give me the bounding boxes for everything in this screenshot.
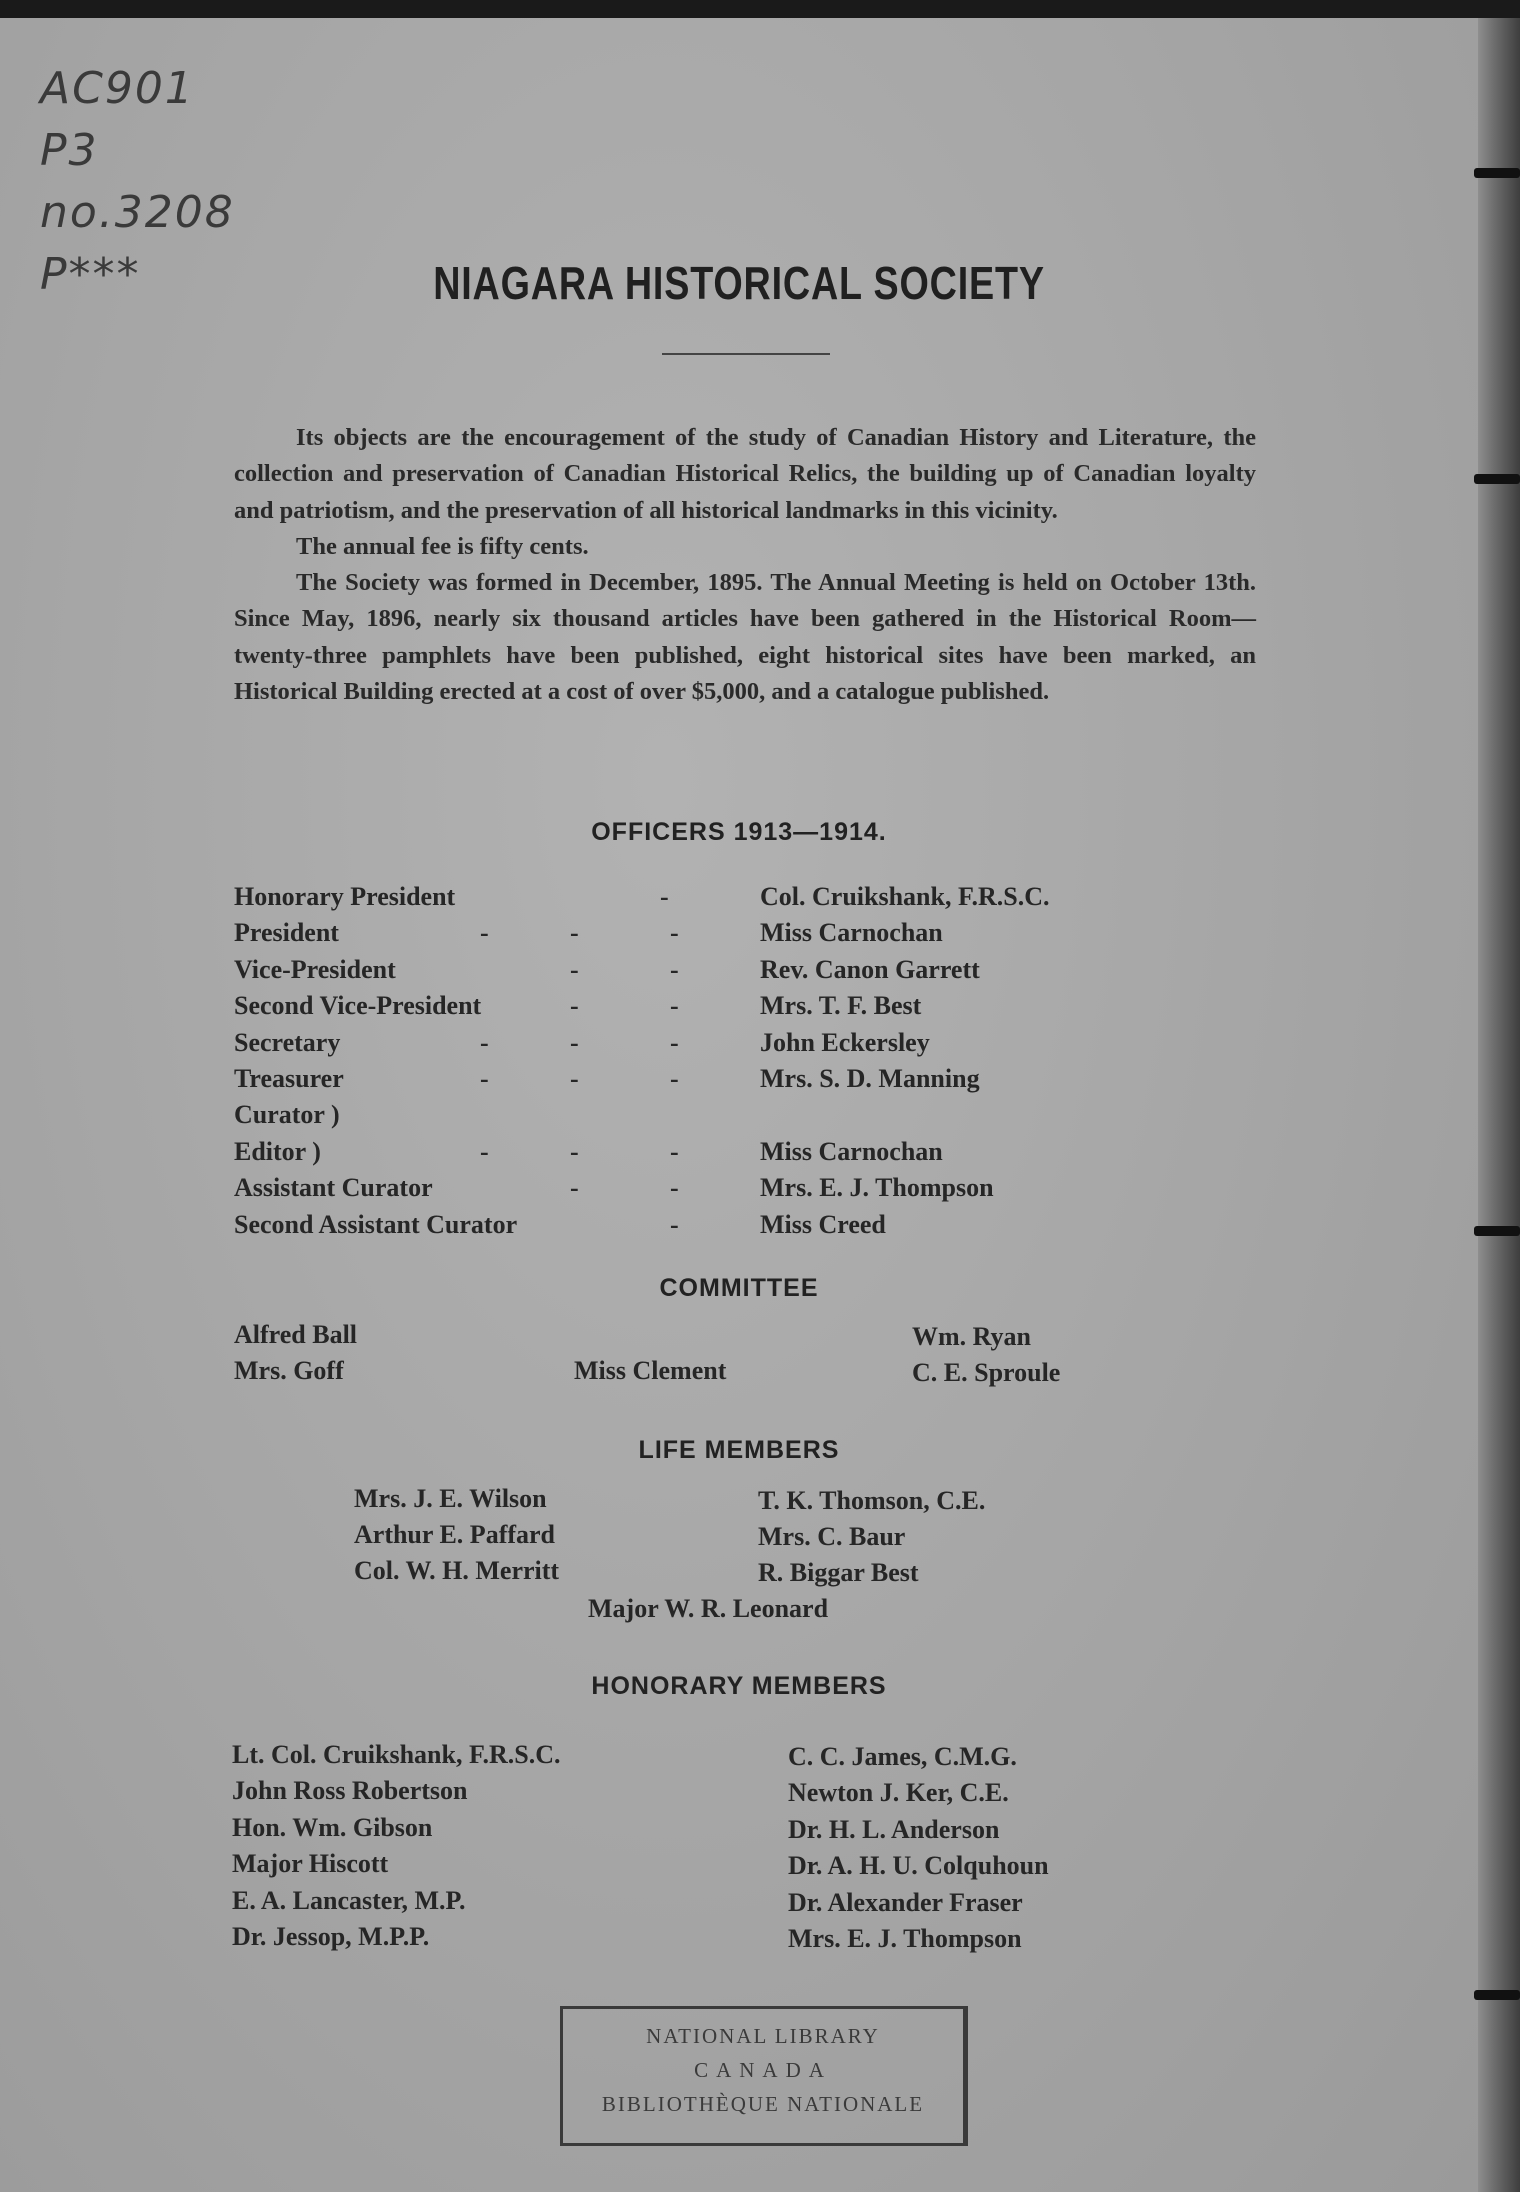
stamp-line: NATIONAL LIBRARY bbox=[646, 2024, 880, 2048]
dash-leader: - bbox=[480, 1064, 489, 1093]
intro-paragraph-history: The Society was formed in December, 1895. The Annual Meeting is held on October 13th. Since May, 1896, nearly six thousand articles have been gathered in the Historical Room—twenty-three pamphlets have been published, eight historical sites have been marked, an Historical Building erected at a cost of over $5,000, and a catalogue published. bbox=[234, 569, 1256, 706]
officer-row bbox=[234, 1137, 1284, 1173]
officer-name: Mrs. E. J. Thompson bbox=[760, 1173, 994, 1203]
honorary-member: E. A. Lancaster, M.P. bbox=[232, 1885, 466, 1915]
handwriting-line: AC901 bbox=[40, 63, 195, 114]
life-member: Arthur E. Paffard bbox=[354, 1520, 556, 1549]
life-member: Mrs. C. Baur bbox=[758, 1522, 906, 1551]
officer-role: Vice-President bbox=[234, 954, 396, 984]
dash-leader: - bbox=[670, 918, 679, 948]
dash-leader: - bbox=[570, 1136, 579, 1166]
binding-clip bbox=[1474, 1990, 1520, 2000]
officer-row bbox=[234, 1028, 1284, 1064]
honorary-member: John Ross Robertson bbox=[232, 1776, 468, 1806]
committee-member: C. E. Sproule bbox=[912, 1358, 1061, 1387]
document-page bbox=[0, 18, 1478, 2192]
handwriting-line: P3 bbox=[40, 125, 99, 176]
intro-paragraph-fee: The annual fee is fifty cents. bbox=[296, 532, 589, 560]
officer-role: Editor ) bbox=[234, 1136, 321, 1166]
officer-name: Miss Creed bbox=[760, 1209, 886, 1239]
life-members-heading: LIFE MEMBERS bbox=[638, 1436, 840, 1464]
scan-top-edge bbox=[0, 0, 1520, 18]
dash-leader: - bbox=[660, 882, 669, 911]
honorary-member: Dr. A. H. U. Colquhoun bbox=[788, 1851, 1049, 1881]
handwriting-line: P*** bbox=[40, 249, 141, 300]
honorary-member: Hon. Wm. Gibson bbox=[232, 1812, 433, 1842]
title-underline bbox=[662, 353, 830, 355]
dash-leader: - bbox=[570, 918, 579, 948]
dash-leader: - bbox=[570, 1027, 579, 1057]
handwriting-line: no.3208 bbox=[40, 187, 235, 238]
officer-row bbox=[234, 918, 1284, 954]
dash-leader: - bbox=[480, 1027, 489, 1057]
honorary-member: Newton J. Ker, C.E. bbox=[788, 1778, 1009, 1808]
dash-leader: - bbox=[670, 1173, 679, 1203]
honorary-member: Dr. H. L. Anderson bbox=[788, 1814, 1000, 1844]
officer-name: Miss Carnochan bbox=[760, 1136, 943, 1166]
committee-member: Miss Clement bbox=[574, 1356, 727, 1385]
life-member: Col. W. H. Merritt bbox=[354, 1556, 560, 1585]
officer-role: Secretary bbox=[234, 1027, 341, 1057]
committee-member: Alfred Ball bbox=[234, 1320, 358, 1349]
officer-role: President bbox=[234, 918, 339, 948]
honorary-member: C. C. James, C.M.G. bbox=[788, 1742, 1017, 1771]
dash-leader: - bbox=[570, 1173, 579, 1203]
officer-role: Second Assistant Curator bbox=[234, 1209, 518, 1239]
officer-name: Col. Cruikshank, F.R.S.C. bbox=[760, 882, 1050, 911]
officer-row bbox=[234, 882, 1284, 918]
intro-section bbox=[234, 420, 1256, 710]
officer-row bbox=[234, 1173, 1284, 1209]
dash-leader: - bbox=[670, 991, 679, 1021]
intro-paragraph-objects: Its objects are the encouragement of the study of Canadian History and Literature, the collection and preservation of Canadian Historical Relics, the building up of Canadian loyalty and patriotism, and the preservation of all historical landmarks in this vicinity. bbox=[234, 424, 1256, 524]
committee-member: Wm. Ryan bbox=[912, 1322, 1031, 1351]
officer-role: Assistant Curator bbox=[234, 1173, 433, 1203]
honorary-member: Dr. Alexander Fraser bbox=[788, 1887, 1023, 1917]
binding-clip bbox=[1474, 474, 1520, 484]
officer-role: Second Vice-President bbox=[234, 991, 482, 1021]
officer-name: Mrs. S. D. Manning bbox=[760, 1064, 980, 1093]
officer-row bbox=[234, 1064, 1284, 1100]
honorary-member: Dr. Jessop, M.P.P. bbox=[232, 1922, 430, 1951]
officer-row bbox=[234, 1100, 1284, 1136]
dash-leader: - bbox=[570, 954, 579, 984]
officer-role: Honorary President bbox=[234, 882, 456, 911]
honorary-member: Lt. Col. Cruikshank, F.R.S.C. bbox=[232, 1740, 561, 1769]
dash-leader: - bbox=[480, 918, 489, 948]
stamp-line: BIBLIOTHÈQUE NATIONALE bbox=[601, 2092, 925, 2116]
life-member: Major W. R. Leonard bbox=[588, 1594, 829, 1623]
officer-name: Mrs. T. F. Best bbox=[760, 991, 922, 1021]
binding-clip bbox=[1474, 1226, 1520, 1236]
honorary-member: Mrs. E. J. Thompson bbox=[788, 1924, 1022, 1953]
dash-leader: - bbox=[570, 991, 579, 1021]
dash-leader: - bbox=[670, 1209, 679, 1239]
library-stamp bbox=[560, 2006, 968, 2146]
binding-clip bbox=[1474, 168, 1520, 178]
dash-leader: - bbox=[570, 1064, 579, 1093]
dash-leader: - bbox=[670, 1136, 679, 1166]
dash-leader: - bbox=[670, 954, 679, 984]
officer-name: John Eckersley bbox=[760, 1027, 930, 1057]
dash-leader: - bbox=[670, 1027, 679, 1057]
dash-leader: - bbox=[480, 1136, 489, 1166]
officer-row bbox=[234, 991, 1284, 1027]
honorary-members-heading: HONORARY MEMBERS bbox=[591, 1672, 887, 1700]
life-member: R. Biggar Best bbox=[758, 1558, 919, 1587]
officer-name: Rev. Canon Garrett bbox=[760, 954, 980, 984]
page-title: NIAGARA HISTORICAL SOCIETY bbox=[433, 257, 1045, 309]
officers-heading: OFFICERS 1913—1914. bbox=[591, 818, 887, 846]
dash-leader: - bbox=[670, 1064, 679, 1093]
stamp-line: CANADA bbox=[694, 2058, 832, 2082]
officer-role: Curator ) bbox=[234, 1100, 340, 1130]
officer-name: Miss Carnochan bbox=[760, 918, 943, 948]
officer-role: Treasurer bbox=[234, 1064, 344, 1093]
officer-row bbox=[234, 955, 1284, 991]
officer-row bbox=[234, 1210, 1284, 1246]
committee-member: Mrs. Goff bbox=[234, 1356, 344, 1385]
binding-spine bbox=[1478, 18, 1520, 2192]
life-member: T. K. Thomson, C.E. bbox=[758, 1486, 986, 1515]
life-member: Mrs. J. E. Wilson bbox=[354, 1484, 547, 1513]
honorary-member: Major Hiscott bbox=[232, 1849, 389, 1879]
committee-heading: COMMITTEE bbox=[659, 1274, 819, 1302]
